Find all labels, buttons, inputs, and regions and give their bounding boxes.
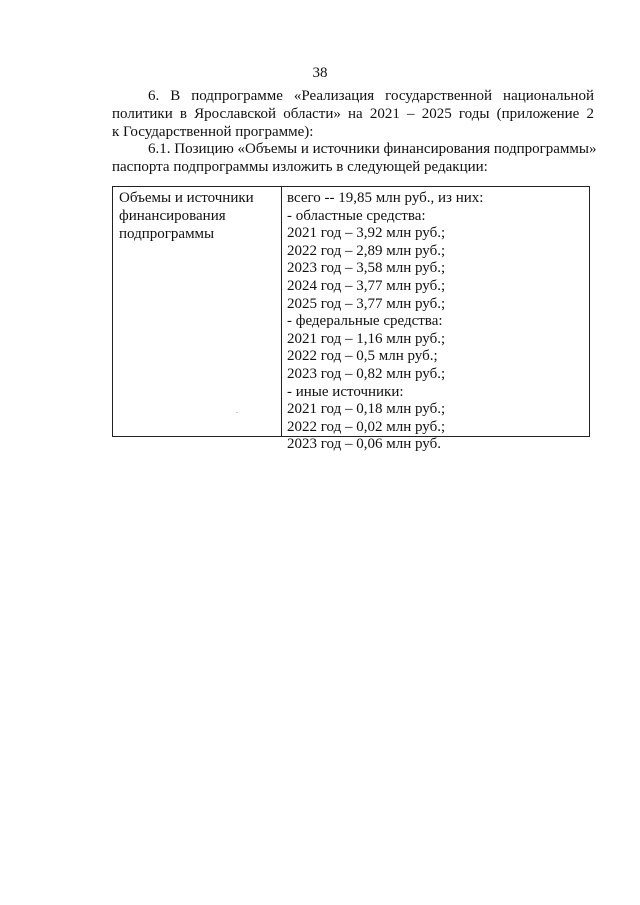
other-sources-heading: - иные источники: bbox=[287, 383, 404, 400]
other-sources-2023: 2023 год – 0,06 млн руб. bbox=[287, 436, 441, 453]
regional-funds-2025: 2025 год – 3,77 млн руб.; bbox=[287, 295, 446, 312]
regional-funds-2023: 2023 год – 3,58 млн руб.; bbox=[287, 260, 446, 277]
federal-funds-2021: 2021 год – 1,16 млн руб.; bbox=[287, 330, 446, 347]
regional-funds-2024: 2024 год – 3,77 млн руб.; bbox=[287, 277, 446, 294]
other-sources-2022: 2022 год – 0,02 млн руб.; bbox=[287, 418, 446, 435]
paragraph-6-line-2: политики в Ярославской области» на 2021 – 2025 годы (приложение 2 bbox=[112, 106, 594, 122]
regional-funds-2021: 2021 год – 3,92 млн руб.; bbox=[287, 225, 446, 242]
funding-label-line: Объемы и источники bbox=[119, 190, 254, 206]
funding-values-cell bbox=[287, 189, 585, 453]
paragraph-6-line-3: к Государственной программе): bbox=[112, 124, 314, 140]
federal-funds-2023: 2023 год – 0,82 млн руб.; bbox=[287, 365, 446, 382]
funding-total: всего -- 19,85 млн руб., из них: bbox=[287, 190, 484, 206]
other-sources-2021: 2021 год – 0,18 млн руб.; bbox=[287, 401, 446, 418]
paragraph-6-1-line-1: 6.1. Позицию «Объемы и источники финансирования подпрограммы» bbox=[148, 141, 597, 157]
paragraph-6-1-line-2: паспорта подпрограммы изложить в следующей редакции: bbox=[112, 159, 488, 175]
funding-label-line: подпрограммы bbox=[119, 226, 215, 242]
paragraph-6-1 bbox=[112, 140, 597, 176]
scan-speck bbox=[236, 412, 238, 413]
table-column-divider bbox=[281, 187, 282, 436]
paragraph-6-line-1: 6. В подпрограмме «Реализация государственной национальной bbox=[148, 88, 594, 104]
federal-funds-2022: 2022 год – 0,5 млн руб.; bbox=[287, 348, 438, 365]
regional-funds-heading: - областные средства: bbox=[287, 207, 426, 224]
federal-funds-heading: - федеральные средства: bbox=[287, 313, 443, 330]
page-number: 38 bbox=[312, 65, 328, 81]
regional-funds-2022: 2022 год – 2,89 млн руб.; bbox=[287, 242, 446, 259]
funding-table bbox=[112, 186, 590, 453]
funding-label-line: финансирования bbox=[119, 208, 226, 224]
funding-label-cell bbox=[119, 189, 277, 243]
paragraph-6 bbox=[112, 87, 594, 141]
